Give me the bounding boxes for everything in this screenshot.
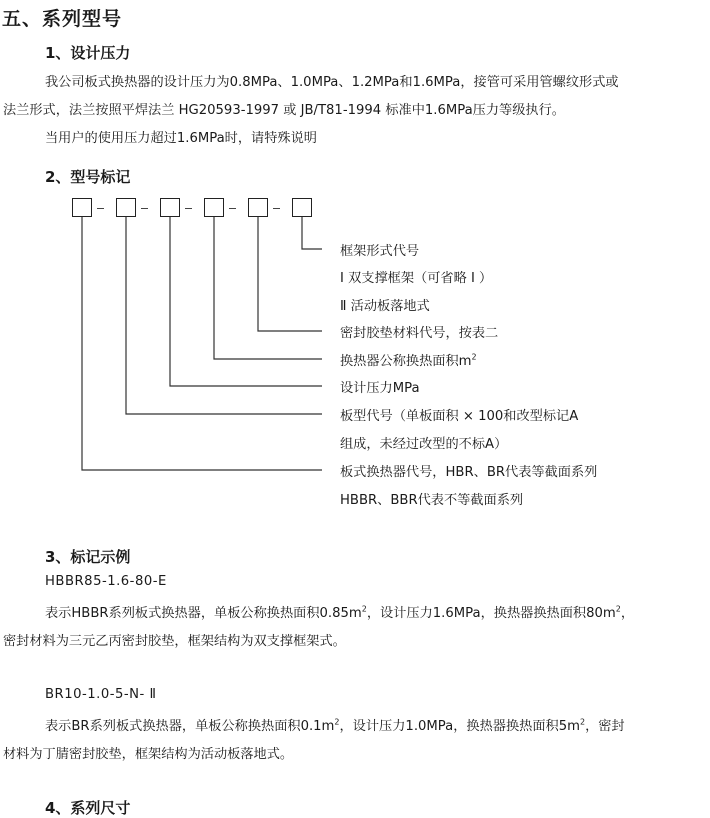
label-gasket: 密封胶垫材料代号，按表二 <box>340 326 499 341</box>
example1-code: HBBR85-1.6-80-E <box>45 574 167 589</box>
superscript-2: 2 <box>334 717 340 727</box>
design-pressure-text-line2: 法兰形式，法兰按照平焊法兰 HG20593-1997 或 JB/T81-1994 标准中1.6MPa压力等级执行。 <box>3 103 565 118</box>
design-pressure-heading: 1、设计压力 <box>45 44 131 62</box>
example2-line2: 材料为丁腈密封胶垫，框架结构为活动板落地式。 <box>3 747 294 762</box>
connector-area <box>214 217 322 359</box>
label-area-sup: 2 <box>471 352 477 362</box>
example2-line1-part-b: ，设计压力1.0MPa，换热器换热面积5m <box>339 719 580 734</box>
label-plate-line2: 组成，未经过改型的不标A） <box>340 437 508 452</box>
connector-series <box>82 217 322 470</box>
label-area-text: 换热器公称换热面积m <box>340 354 472 369</box>
example2-line1-part-a: 表示BR系列板式换热器，单板公称换热面积0.1m <box>45 719 335 734</box>
label-series-line1: 板式换热器代号，HBR、BR代表等截面系列 <box>340 465 598 480</box>
example1-line1 <box>45 602 634 621</box>
example2-line1-part-c: ，密封 <box>585 719 625 734</box>
label-pressure: 设计压力MPa <box>340 381 420 396</box>
design-pressure-text-line1: 我公司板式换热器的设计压力为0.8MPa、1.0MPa、1.2MPa和1.6MPa，接管可采用管螺纹形式或 <box>45 75 619 90</box>
label-frame-code: 框架形式代号 <box>340 244 420 259</box>
superscript-2: 2 <box>361 604 367 614</box>
label-frame-double: I 双支撑框架（可省略 I ） <box>340 271 493 286</box>
example1-line1-part-a: 表示HBBR系列板式换热器，单板公称换热面积0.85m <box>45 606 362 621</box>
superscript-2: 2 <box>615 604 621 614</box>
section-title: 五、系列型号 <box>2 8 123 30</box>
label-plate-line1: 板型代号（单板面积 × 100和改型标记A <box>340 409 579 424</box>
label-series-line2: HBBR、BBR代表不等截面系列 <box>340 493 524 508</box>
examples-heading: 3、标记示例 <box>45 548 131 566</box>
series-dimensions-heading: 4、系列尺寸 <box>45 799 131 817</box>
example2-code: BR10-1.0-5-N- Ⅱ <box>45 687 157 702</box>
connector-pressure <box>170 217 322 386</box>
connector-gasket <box>258 217 322 331</box>
connector-plate <box>126 217 322 414</box>
example1-line1-part-c: ， <box>620 606 634 621</box>
example1-line2: 密封材料为三元乙丙密封胶垫，框架结构为双支撑框架式。 <box>3 634 346 649</box>
connector-frame <box>302 217 322 249</box>
label-area <box>340 350 477 369</box>
superscript-2: 2 <box>579 717 586 727</box>
model-marking-heading: 2、型号标记 <box>45 168 131 186</box>
label-frame-active: Ⅱ 活动板落地式 <box>340 299 430 314</box>
example1-line1-part-b: ，设计压力1.6MPa，换热器换热面积80m <box>366 606 616 621</box>
design-pressure-note: 当用户的使用压力超过1.6MPa时，请特殊说明 <box>45 131 317 146</box>
example2-line1 <box>45 715 625 734</box>
